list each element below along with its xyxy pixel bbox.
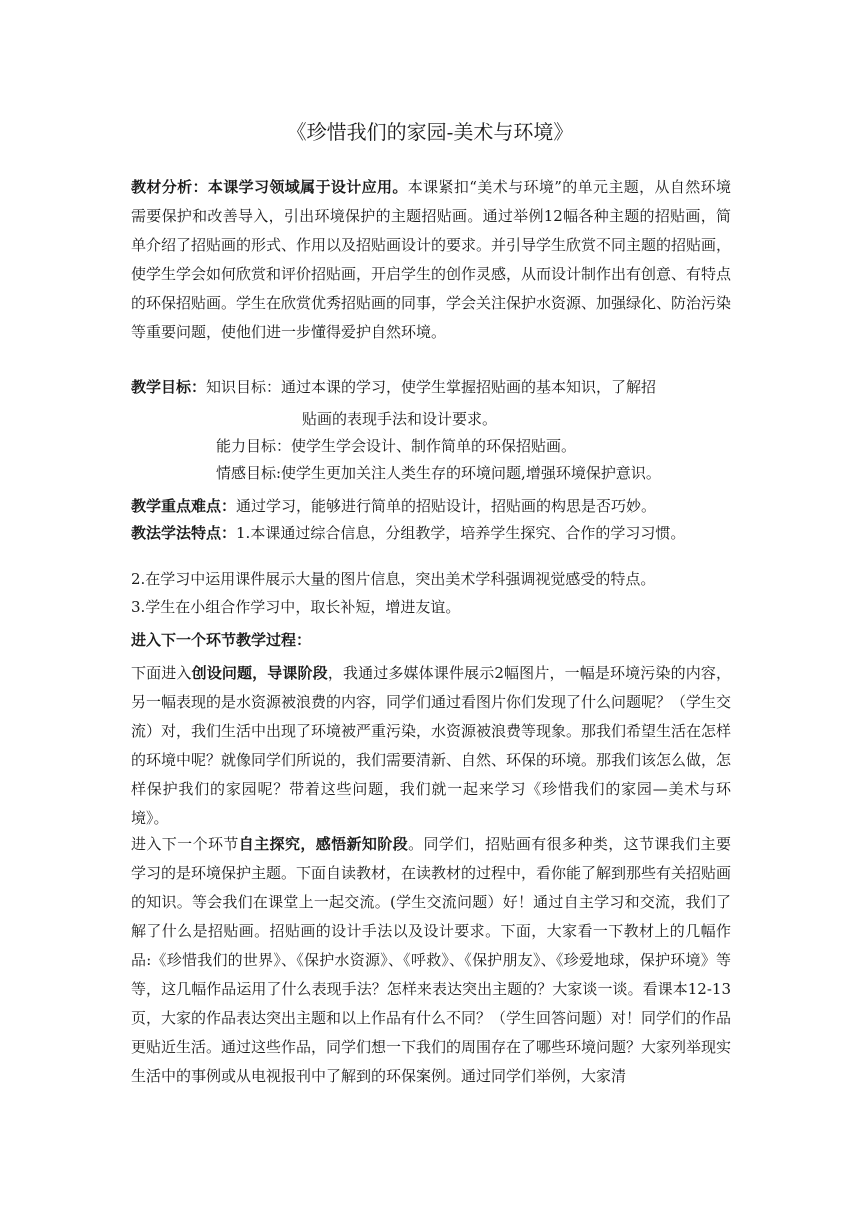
methods-item-2: 2.在学习中运用课件展示大量的图片信息，突出美术学科强调视觉感受的特点。 (131, 570, 656, 588)
methods-item-1-text: 1.本课通过综合信息，分组教学，培养学生探究、合作的学习习惯。 (236, 524, 686, 542)
analysis-text: 本课紧扣“美术与环境”的单元主题，从自然环境需要保护和改善导入，引出环境保护的主题招贴画。通过举例12幅各种主题的招贴画，简单介绍了招贴画的形式、作用以及招贴画设计的要求。并引导学生欣赏不同主题的招贴画，使学生学会如何欣赏和评价招贴画，开启学生的创作灵感，从而设计制作出有创意、有特点的环保招贴画。学生在欣赏优秀招贴画的同事，学会关注保护水资源、加强绿化、防治污染等重要问题，使他们进一步懂得爱护自然环境。 (131, 178, 732, 341)
process-heading: 进入下一个环节教学过程： (131, 631, 312, 649)
intro-paragraph (131, 659, 731, 833)
analysis-lead: 本课学习领域属于设计应用。 (207, 178, 408, 196)
intro-pre: 下面进入 (131, 664, 192, 682)
goal-emotion: 情感目标:使学生更加关注人类生存的环境问题,增强环境保护意识。 (216, 464, 661, 482)
goals-line-1 (131, 373, 656, 402)
explore-text: 。同学们，招贴画有很多种类，这节课我们主要学习的是环境保护主题。下面自读教材，在读教材的过程中，看你能了解到那些有关招贴画的知识。等会我们在课堂上一起交流。(学生交流问题）好！通过自主学习和交流，我们了解了什么是招贴画。招贴画的设计手法以及设计要求。下面，大家看一下教材上的几幅作品:《珍惜我们的世界》、《保护水资源》、《呼救》、《保护朋友》、《珍爱地球，保护环境》等等，这几幅作品运用了什么表现手法？怎样来表达突出主题的？大家谈一谈。看课本12-13页，大家的作品表达突出主题和以上作品有什么不同？（学生回答问题）对！同学们的作品更贴近生活。通过这些作品，同学们想一下我们的周围存在了哪些环境问题？大家列举现实生活中的事例或从电视报刊中了解到的环保案例。通过同学们举例，大家清 (131, 835, 732, 1085)
goal-knowledge-cont: 贴画的表现手法和设计要求。 (302, 410, 498, 428)
explore-paragraph (131, 830, 731, 1091)
goals-label: 教学目标： (131, 378, 207, 396)
explore-bold: 自主探究，感悟新知阶段 (238, 835, 409, 853)
analysis-label: 教材分析： (131, 178, 208, 196)
methods-item-1 (131, 522, 731, 544)
document-title: 《珍惜我们的家园-美术与环境》 (286, 120, 574, 144)
goal-knowledge: 知识目标：通过本课的学习，使学生掌握招贴画的基本知识，了解招 (206, 378, 657, 396)
key-points-text: 通过学习，能够进行简单的招贴设计，招贴画的构思是否巧妙。 (236, 497, 657, 515)
intro-text: ，我通过多媒体课件展示2幅图片，一幅是环境污染的内容，另一幅表现的是水资源被浪费的内容，同学们通过看图片你们发现了什么问题呢？（学生交流）对，我们生活中出现了环境被严重污染，水资源被浪费等现象。那我们希望生活在怎样的环境中呢？就像同学们所说的，我们需要清新、自然、环保的环境。那我们该怎么做，怎样保护我们的家园呢？带着这些问题，我们就一起来学习《珍惜我们的家园—美术与环境》。 (131, 664, 732, 827)
intro-bold: 创设问题，导课阶段 (191, 664, 328, 682)
methods-item-3: 3.学生在小组合作学习中，取长补短，增进友谊。 (131, 598, 461, 616)
key-points-line (131, 492, 656, 521)
methods-label: 教法学法特点： (131, 524, 237, 542)
key-points-label: 教学重点难点： (131, 497, 237, 515)
explore-pre: 进入下一个环节 (131, 835, 239, 853)
analysis-paragraph (131, 173, 731, 347)
goal-ability: 能力目标：使学生学会设计、制作简单的环保招贴画。 (216, 437, 577, 455)
